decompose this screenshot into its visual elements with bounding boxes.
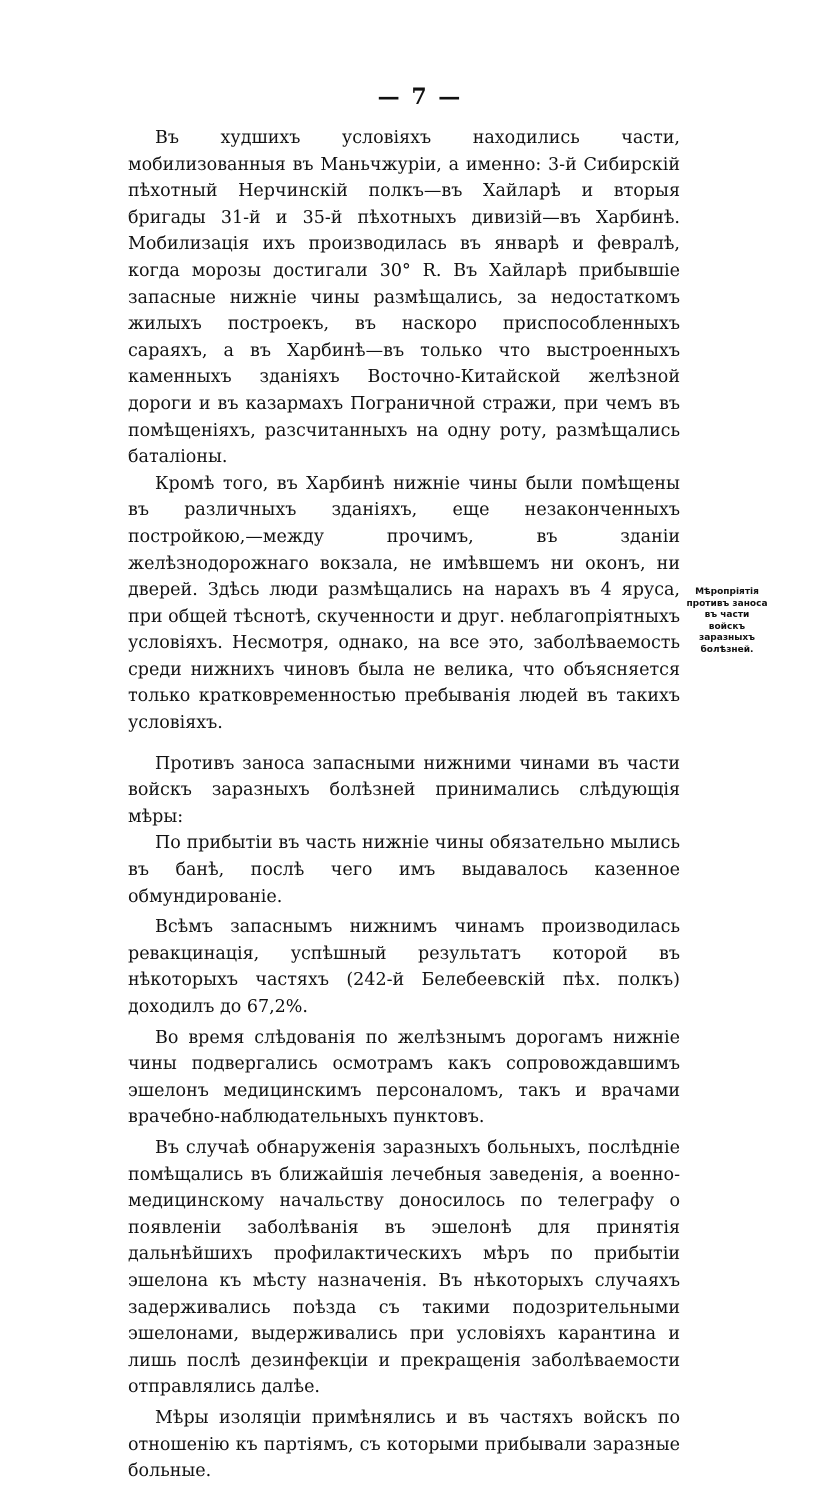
page-number: — 7 — [377, 84, 463, 110]
margin-note: Мѣропріятія противъ заноса въ части войскъ заразныхъ болѣзней. [686, 587, 768, 655]
paragraph-6: Во время слѣдованія по желѣзнымъ дорогамъ нижніе чины подвергались осмотрамъ какъ сопровождавшимъ эшелонъ медицинскимъ персоналомъ, такъ и врачами врачебно-наблюдательныхъ пунктовъ. [128, 1027, 680, 1128]
paragraph-4: По прибытіи въ часть нижніе чины обязательно мылись въ банѣ, послѣ чего имъ выдавалось казенное обмундированіе. [128, 833, 680, 907]
paragraph-5: Всѣмъ запаснымъ нижнимъ чинамъ производилась ревакцинація, успѣшный результатъ которой въ нѣкоторыхъ частяхъ (242-й Белебеевскій пѣх. полкъ) доходилъ до 67,2%. [128, 917, 680, 1017]
paragraph-8: Мѣры изоляціи примѣнялись и въ частяхъ войскъ по отношенію къ партіямъ, съ которыми прибывали заразные больные. [128, 1407, 680, 1482]
paragraph-3: Противъ заноса запасными нижними чинами въ части войскъ заразныхъ болѣзней принимались слѣдующія мѣры: [128, 753, 680, 827]
paragraph-7: Въ случаѣ обнаруженія заразныхъ больныхъ, послѣдніе помѣщались въ ближайшія лечебныя заведенія, а военно-медицинскому начальству доносилось по телеграфу о появленіи заболѣванія въ эшелонѣ для принятія дальнѣйшихъ профилактическихъ мѣръ по прибытіи эшелона къ мѣсту назначенія. Въ нѣкоторыхъ случаяхъ задерживались поѣзда съ такими подозрительными эшелонами, выдерживались при условіяхъ карантина и лишь послѣ дезинфекціи и прекращенія заболѣваемости отправлялись далѣе. [128, 1137, 680, 1398]
paragraph-2: Кромѣ того, въ Харбинѣ нижніе чины были помѣщены въ различныхъ зданіяхъ, еще незаконченныхъ постройкою,—между прочимъ, въ зданіи желѣзнодорожнаго вокзала, не имѣвшемъ ни оконъ, ни дверей. Здѣсь люди размѣщались на нарахъ въ 4 яруса, при общей тѣснотѣ, скученности и друг. неблагопріятныхъ условіяхъ. Несмотря, однако, на все это, заболѣваемость среди нижнихъ чиновъ была не велика, что объясняется только кратковременностью пребыванія людей въ такихъ условіяхъ. [128, 473, 680, 734]
paragraph-1: Въ худшихъ условіяхъ находились части, мобилизованныя въ Маньчжуріи, а именно: 3-й Сибирскій пѣхотный Нерчинскій полкъ—въ Хайларѣ и вторыя бригады 31-й и 35-й пѣхотныхъ дивизій—въ Харбинѣ. Мобилизація ихъ производилась въ январѣ и февралѣ, когда морозы достигали 30° R. Въ Хайларѣ прибывшіе запасные нижніе чины размѣщались, за недостаткомъ жилыхъ построекъ, въ наскоро приспособленныхъ сараяхъ, а въ Харбинѣ—въ только что выстроенныхъ каменныхъ зданіяхъ Восточно-Китайской желѣзной дороги и въ казармахъ Пограничной стражи, при чемъ въ помѣщеніяхъ, разсчитанныхъ на одну роту, размѣщались баталіоны. [128, 128, 680, 468]
page-body [128, 125, 680, 1485]
